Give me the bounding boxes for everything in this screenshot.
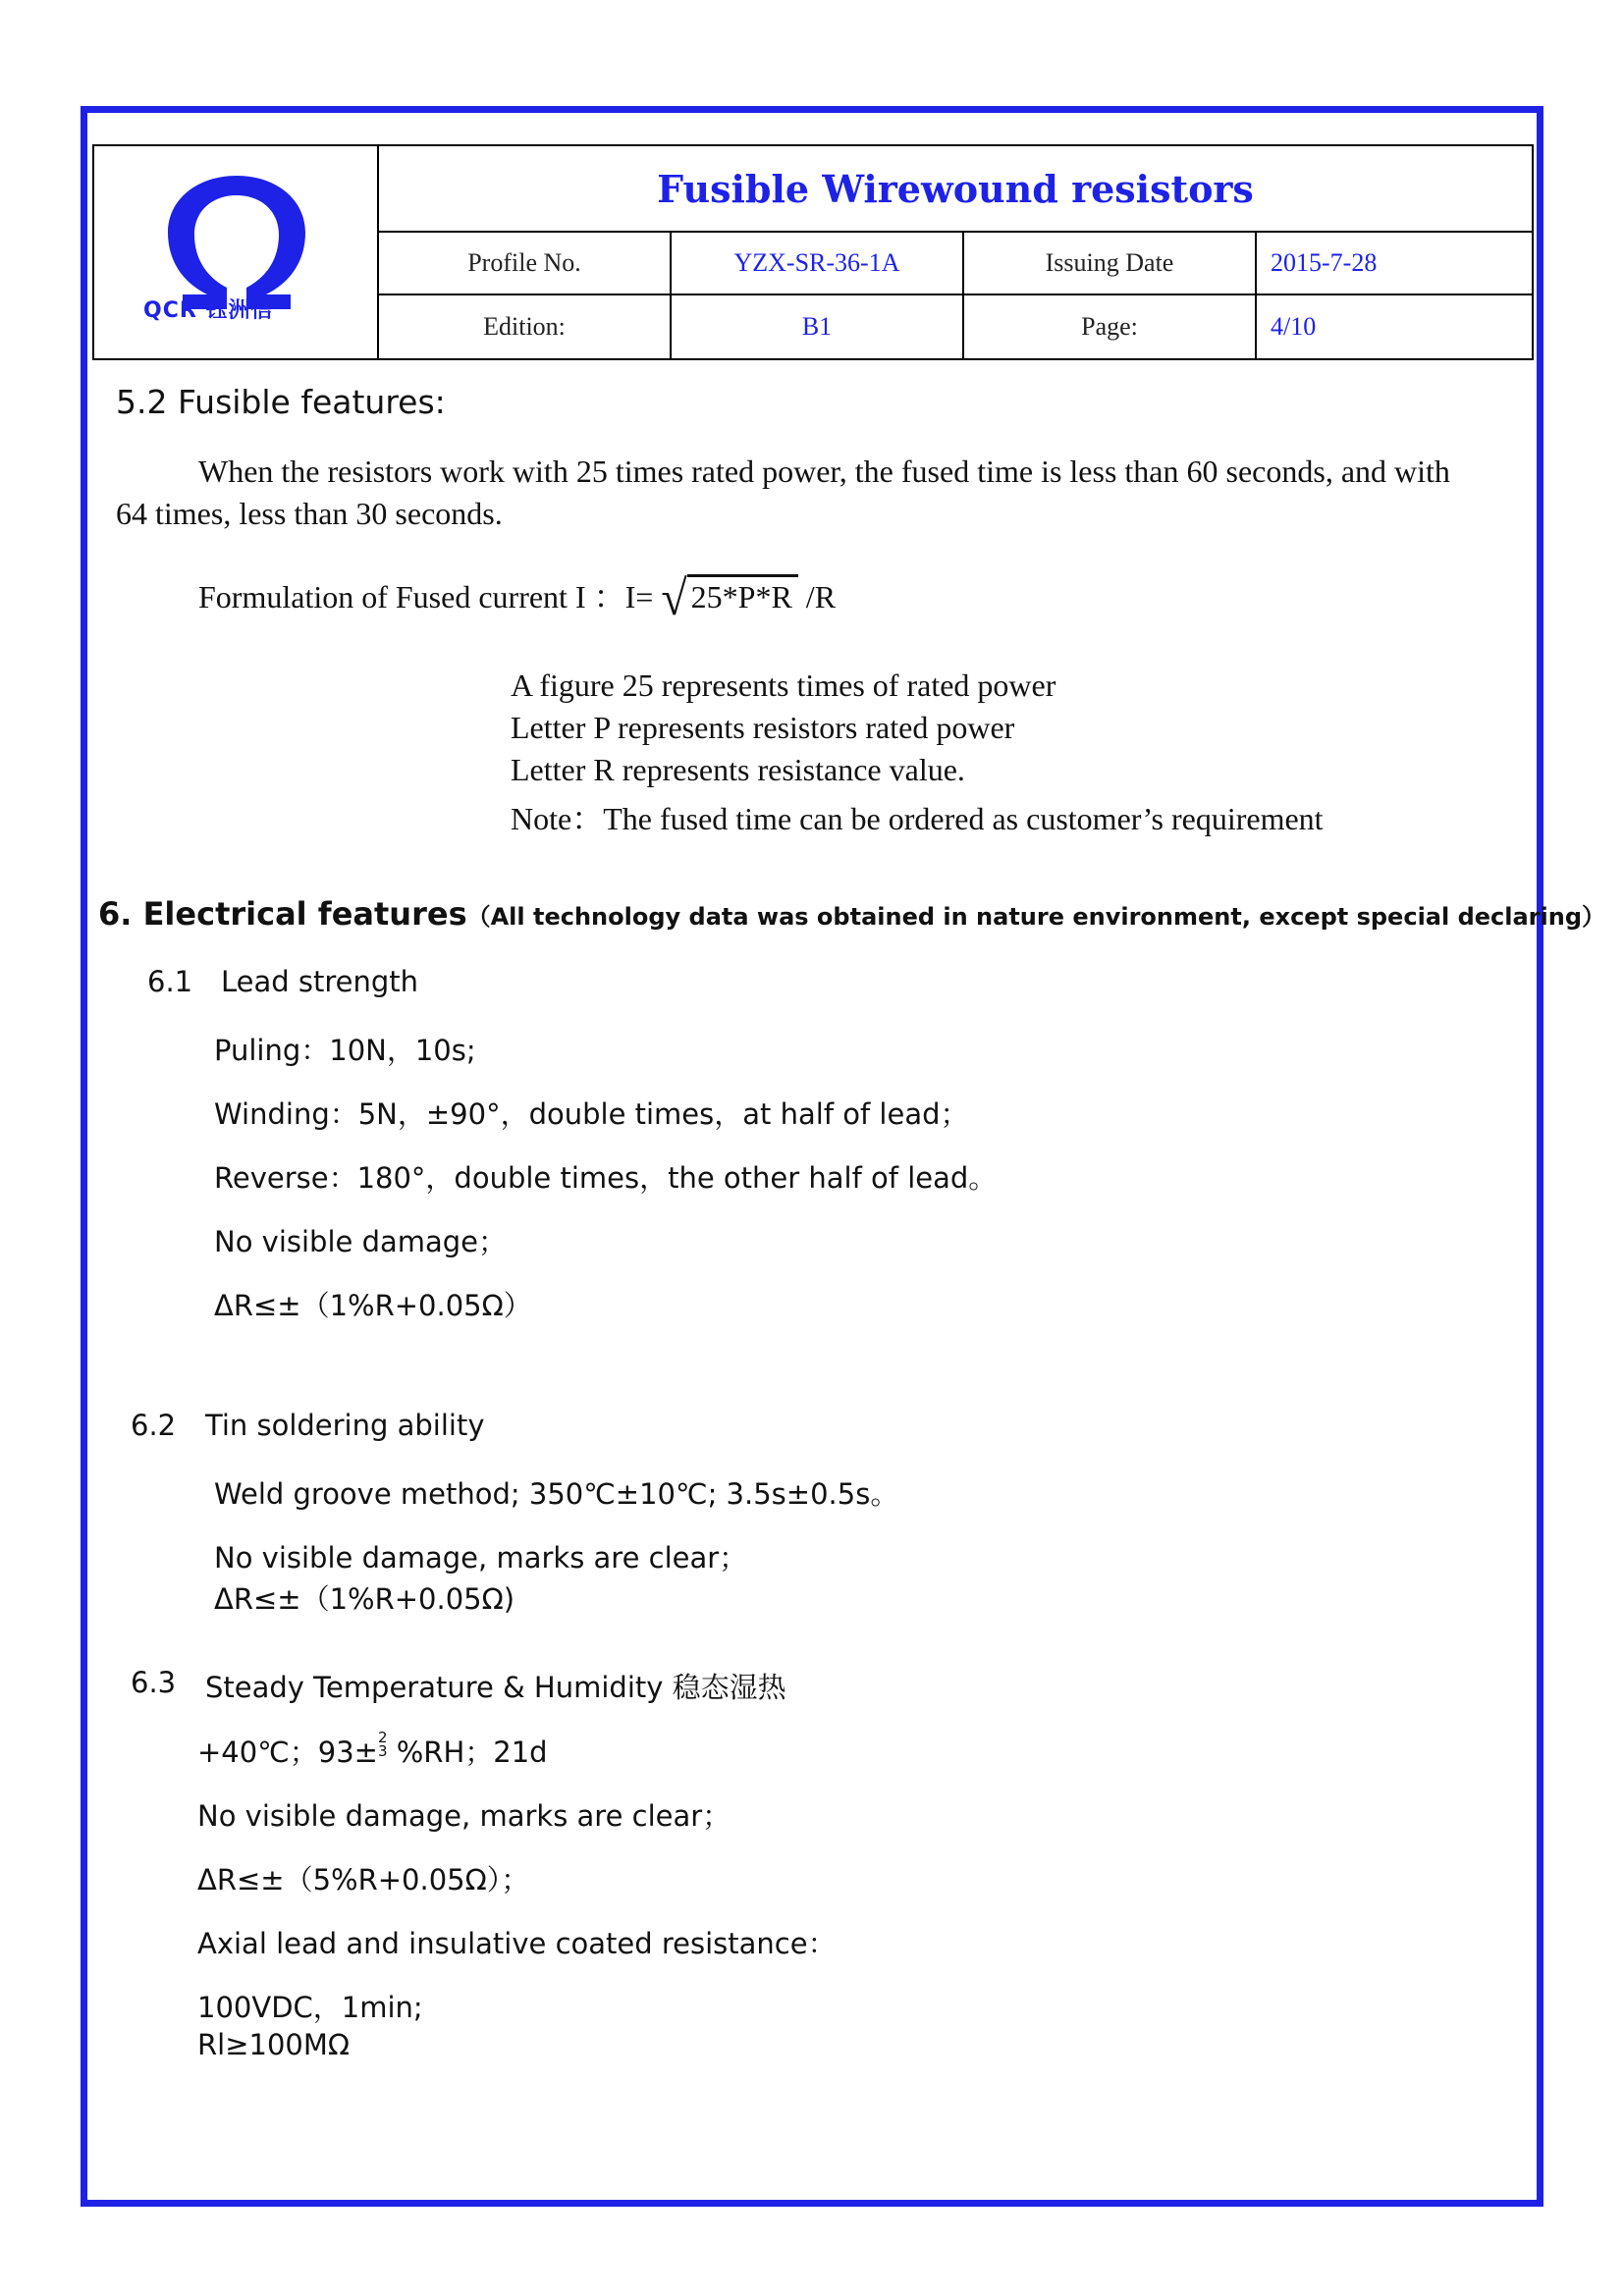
- header-row-1: [379, 233, 1532, 295]
- formula-suffix: /R: [805, 579, 837, 614]
- section-6-3-number: 6.3: [131, 1666, 177, 1699]
- soldering-line: ΔR≤±（1%R+0.05Ω): [214, 1582, 515, 1616]
- logo-text: QCR 钰洲信: [143, 298, 274, 323]
- note-line: Letter R represents resistance value.: [511, 752, 965, 787]
- title-row: [379, 146, 1532, 233]
- section-5-2-heading: 5.2 Fusible features:: [116, 383, 446, 421]
- logo-cell: [94, 146, 379, 358]
- soldering-line: No visible damage, marks are clear；: [214, 1541, 748, 1575]
- issuing-value: 2015-7-28: [1271, 248, 1378, 277]
- section-6-heading: [98, 895, 1605, 933]
- section-6-2-title: Tin soldering ability: [205, 1409, 485, 1442]
- section-5-2-para-line2: 64 times, less than 30 seconds.: [116, 496, 503, 531]
- note-line: A figure 25 represents times of rated power: [511, 667, 1056, 703]
- section-6-1-title: Lead strength: [221, 965, 419, 998]
- page-value: 4/10: [1271, 312, 1317, 341]
- section-6-3-title: Steady Temperature & Humidity 稳态湿热: [205, 1671, 786, 1704]
- square-root: [661, 571, 797, 625]
- formula-radicand: 25*P*R: [687, 574, 798, 615]
- tolerance-minus: 3: [377, 1742, 388, 1760]
- section-5-2-para-line1: When the resistors work with 25 times rated power, the fused time is less than 60 seconds, and with: [198, 454, 1450, 489]
- section-6-2-number: 6.2: [131, 1409, 177, 1442]
- humidity-line: Axial lead and insulative coated resistance：: [197, 1927, 837, 1960]
- omega-logo-icon: [153, 172, 320, 358]
- profile-label: Profile No.: [379, 233, 672, 294]
- humidity-line: ΔR≤±（5%R+0.05Ω）；: [197, 1863, 530, 1896]
- tolerance-fraction: [378, 1731, 388, 1758]
- profile-value: YZX-SR-36-1A: [672, 233, 964, 294]
- condition-temp: +40℃；93±: [197, 1735, 378, 1769]
- page-label: Page:: [964, 295, 1257, 358]
- header-table: [92, 144, 1534, 360]
- header-row-2: [379, 295, 1532, 358]
- humidity-condition: [197, 1731, 548, 1771]
- document-title: Fusible Wirewound resistors: [657, 166, 1254, 211]
- lead-strength-line: No visible damage；: [214, 1225, 508, 1258]
- formula-prefix: Formulation of Fused current I ：I=: [198, 579, 654, 614]
- note-line: Note：The fused time can be ordered as customer’s requirement: [511, 801, 1324, 836]
- lead-strength-line: ΔR≤±（1%R+0.05Ω）: [214, 1289, 532, 1322]
- section-6-note: （All technology data was obtained in nature environment, except special declaring）: [466, 903, 1606, 931]
- condition-humidity: %RH；21d: [396, 1735, 548, 1769]
- edition-value: B1: [672, 295, 964, 358]
- lead-strength-line: Reverse：180°，double times，the other half of lead。: [214, 1161, 998, 1195]
- humidity-line: No visible damage, marks are clear；: [197, 1799, 731, 1833]
- edition-label: Edition:: [379, 295, 672, 358]
- lead-strength-line: Puling：10N，10s;: [214, 1034, 476, 1067]
- note-line: Letter P represents resistors rated power: [511, 710, 1015, 745]
- issuing-label: Issuing Date: [964, 233, 1257, 294]
- lead-strength-line: Winding：5N，±90°，double times，at half of lead；: [214, 1097, 969, 1131]
- section-6-title: 6. Electrical features: [98, 895, 467, 933]
- tolerance-plus: 2: [377, 1729, 388, 1746]
- radical-icon: √: [661, 570, 687, 626]
- section-6-1-number: 6.1: [147, 965, 193, 998]
- soldering-line: Weld groove method; 350℃±10℃; 3.5s±0.5s。: [214, 1477, 899, 1511]
- humidity-line: Rl≥100MΩ: [197, 2028, 351, 2061]
- formula: [198, 571, 836, 625]
- humidity-line: 100VDC，1min;: [197, 1991, 423, 2024]
